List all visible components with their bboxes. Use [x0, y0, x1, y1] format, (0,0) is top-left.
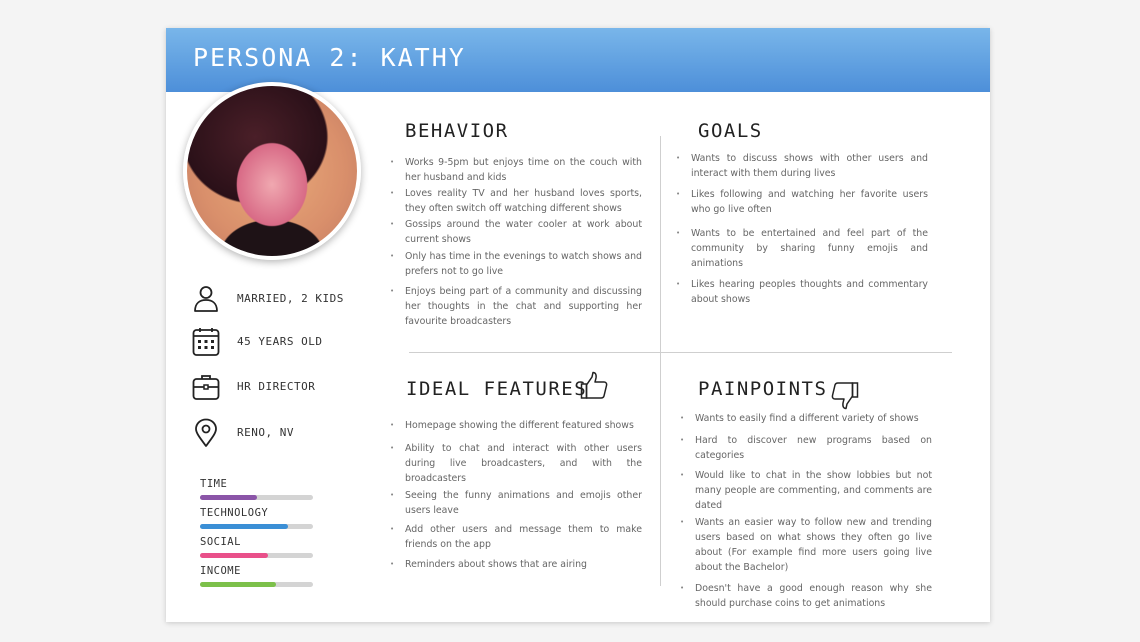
list-item: • Doesn't have a good enough reason why she should purchase coins to get animations [680, 581, 932, 611]
list-item: • Wants to be entertained and feel part of the community by sharing funny emojis and animations [676, 226, 928, 271]
goals-title: GOALS [698, 120, 763, 142]
vertical-divider [660, 136, 661, 586]
thumbs-down-icon [831, 380, 859, 410]
list-item: • Works 9-5pm but enjoys time on the couch with her husband and kids [390, 155, 642, 185]
list-item: • Ability to chat and interact with other users during live broadcasters, and with the broadcasters [390, 441, 642, 486]
list-item: • Loves reality TV and her husband loves sports, they often switch off watching different shows [390, 186, 642, 216]
persona-photo [183, 82, 361, 260]
list-item: • Likes hearing peoples thoughts and commentary about shows [676, 277, 928, 307]
persona-title: PERSONA 2: KATHY [193, 43, 466, 72]
features-title: IDEAL FEATURES [406, 378, 588, 400]
painpoints-list [680, 411, 932, 611]
calendar-icon [192, 327, 220, 357]
stat-label: SOCIAL [200, 536, 241, 548]
stat-fill [200, 582, 276, 587]
profile-family-text: MARRIED, 2 KIDS [237, 292, 344, 305]
profile-location [192, 418, 362, 448]
stat-track [200, 524, 313, 529]
behavior-list [390, 155, 642, 329]
stat-track [200, 582, 313, 587]
stat-label: TIME [200, 478, 228, 490]
stat-track [200, 495, 313, 500]
persona-header [166, 28, 990, 92]
list-item: • Reminders about shows that are airing [390, 557, 642, 572]
profile-job [192, 372, 362, 402]
profile-family [192, 284, 362, 314]
stat-income [200, 565, 315, 589]
stat-technology [200, 507, 315, 531]
list-item: • Would like to chat in the show lobbies but not many people are commenting, and comments are dated [680, 468, 932, 513]
briefcase-icon [192, 372, 220, 402]
goals-list [676, 151, 928, 307]
stat-social [200, 536, 315, 560]
profile-age-text: 45 YEARS OLD [237, 335, 323, 348]
stat-fill [200, 524, 288, 529]
features-list [390, 418, 642, 572]
list-item: • Seeing the funny animations and emojis other users leave [390, 488, 642, 518]
stat-track [200, 553, 313, 558]
list-item: • Homepage showing the different featured shows [390, 418, 642, 433]
stat-fill [200, 495, 257, 500]
profile-location-text: RENO, NV [237, 426, 294, 439]
person-icon [192, 284, 220, 314]
thumbs-up-icon [580, 371, 608, 401]
behavior-title: BEHAVIOR [405, 120, 509, 142]
list-item: • Wants an easier way to follow new and trending users based on what shows they often go live about (For example find more users going live about the Bachelor) [680, 515, 932, 575]
list-item: • Wants to discuss shows with other users and interact with them during lives [676, 151, 928, 181]
location-pin-icon [192, 418, 220, 448]
list-item: • Hard to discover new programs based on categories [680, 433, 932, 463]
stat-time [200, 478, 315, 502]
horizontal-divider [409, 352, 952, 353]
profile-job-text: HR DIRECTOR [237, 380, 316, 393]
list-item: • Wants to easily find a different variety of shows [680, 411, 932, 426]
list-item: • Add other users and message them to make friends on the app [390, 522, 642, 552]
stat-fill [200, 553, 268, 558]
list-item: • Gossips around the water cooler at work about current shows [390, 217, 642, 247]
persona-card [166, 28, 990, 622]
profile-age [192, 327, 362, 357]
stat-label: INCOME [200, 565, 241, 577]
list-item: • Only has time in the evenings to watch shows and prefers not to go live [390, 249, 642, 279]
list-item: • Likes following and watching her favorite users who go live often [676, 187, 928, 217]
painpoints-title: PAINPOINTS [698, 378, 828, 400]
list-item: • Enjoys being part of a community and discussing her thoughts in the chat and supporting her favourite broadcasters [390, 284, 642, 329]
stat-label: TECHNOLOGY [200, 507, 269, 519]
